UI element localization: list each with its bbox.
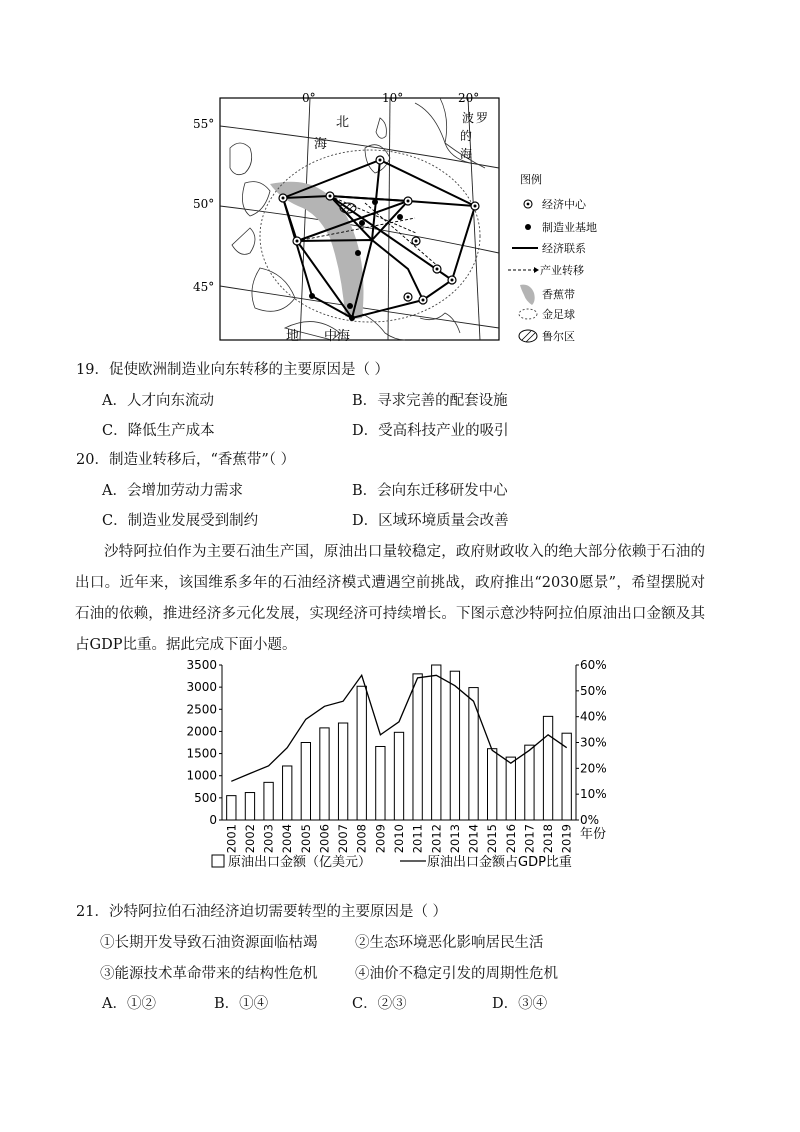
- legend-industry-transfer: 产业转移: [540, 264, 584, 277]
- reading-passage: 沙特阿拉伯作为主要石油生产国，原油出口量较稳定，政府财政收入的绝大部分依赖于石油的出口。近年来，该国维系多年的石油经济模式遭遇空前挑战，政府推出“2030愿景”，希望摆脱对石油的依赖，推进经济多元化发展，实现经济可持续增长。下图示意沙特阿拉伯原油出口金额及其占GDP比重。据此完成下面小题。: [75, 544, 705, 653]
- x-tick-label-2019: 2019: [559, 824, 574, 854]
- lat-label-50: 50°: [193, 197, 215, 211]
- left-tick-label: 1500: [186, 746, 217, 761]
- q19-option-b[interactable]: B．寻求完善的配套设施: [352, 393, 508, 409]
- bar-2006: [320, 728, 329, 820]
- x-tick-label-2015: 2015: [485, 824, 500, 854]
- x-tick-label-2010: 2010: [392, 824, 406, 854]
- lon-label-0: 0°: [302, 91, 316, 105]
- x-tick-label-2018: 2018: [541, 824, 556, 854]
- right-tick-label: 10%: [580, 787, 607, 802]
- legend-bar-label: 原油出口金额（亿美元）: [228, 855, 372, 870]
- bar-2014: [469, 688, 478, 820]
- right-tick-label: 20%: [580, 761, 607, 776]
- left-tick-label: 3000: [186, 680, 217, 695]
- place-sea: 海: [314, 137, 328, 152]
- bar-2012: [432, 665, 441, 820]
- q19-option-a[interactable]: A．人才向东流动: [102, 393, 214, 409]
- bar-2002: [245, 793, 254, 820]
- legend-economic-link: 经济联系: [542, 242, 586, 255]
- x-tick-label-2004: 2004: [280, 824, 295, 854]
- bar-2013: [450, 671, 459, 820]
- right-tick-label: 30%: [580, 735, 607, 750]
- bar-2017: [525, 745, 534, 820]
- right-tick-label: 50%: [580, 683, 607, 698]
- x-tick-label-2017: 2017: [522, 824, 537, 854]
- left-tick-label: 500: [194, 790, 217, 805]
- q21-option-c[interactable]: C．②③: [352, 996, 407, 1012]
- map-legend: [508, 172, 597, 343]
- place-baltic-2: 罗: [476, 111, 489, 125]
- place-baltic-3: 的: [460, 129, 473, 143]
- x-tick-label-2009: 2009: [373, 824, 388, 854]
- x-tick-label-2005: 2005: [298, 824, 313, 854]
- europe-map-figure: [190, 88, 630, 350]
- place-baltic-1: 波: [462, 111, 475, 125]
- q21-option-d[interactable]: D．③④: [492, 996, 548, 1012]
- q21-item-2: ②生态环境恶化影响居民生活: [355, 935, 544, 951]
- q19-option-c[interactable]: C．降低生产成本: [102, 423, 215, 439]
- place-baltic-4: 海: [460, 147, 473, 161]
- right-tick-label: 60%: [580, 658, 607, 672]
- x-tick-label-2011: 2011: [410, 824, 425, 854]
- bar-2011: [413, 674, 422, 820]
- x-tick-label-2016: 2016: [503, 824, 518, 854]
- x-tick-label-2002: 2002: [242, 824, 257, 854]
- bar-2015: [488, 749, 497, 820]
- golden-ball-zone: [260, 150, 480, 322]
- bar-2009: [376, 746, 385, 820]
- x-tick-label-2007: 2007: [336, 824, 351, 854]
- q21-item-1: ①长期开发导致石油资源面临枯竭: [100, 935, 318, 951]
- bar-2001: [227, 796, 236, 820]
- bar-2007: [338, 723, 347, 820]
- right-tick-label: 40%: [580, 709, 607, 724]
- x-tick-label-2008: 2008: [354, 824, 369, 854]
- bar-2018: [543, 716, 552, 820]
- q19-option-d[interactable]: D．受高科技产业的吸引: [352, 423, 509, 439]
- lon-label-20: 20°: [458, 91, 480, 105]
- legend-line-label: 原油出口金额占GDP比重: [427, 855, 572, 870]
- legend-golden-ball: 金足球: [542, 308, 575, 321]
- q20-stem: 20．制造业转移后，“香蕉带”（ ）: [76, 452, 296, 468]
- lon-label-10: 10°: [382, 91, 404, 105]
- place-north: 北: [336, 115, 350, 130]
- bar-2016: [506, 757, 515, 820]
- q21-item-3: ③能源技术革命带来的结构性危机: [100, 966, 318, 982]
- q21-stem: 21．沙特阿拉伯石油经济迫切需要转型的主要原因是（ ）: [76, 904, 448, 920]
- place-med-2: 中海: [324, 329, 351, 344]
- legend-title: 图例: [520, 173, 542, 186]
- q20-option-b[interactable]: B．会向东迁移研发中心: [352, 483, 508, 499]
- q21-item-4: ④油价不稳定引发的周期性危机: [355, 966, 558, 982]
- left-tick-label: 2500: [186, 702, 217, 717]
- place-med-1: 地: [286, 329, 300, 344]
- left-tick-label: 0: [209, 813, 217, 827]
- legend-manufacturing-base: 制造业基地: [542, 221, 597, 234]
- q20-option-d[interactable]: D．区域环境质量会改善: [352, 513, 509, 529]
- bar-2008: [357, 686, 366, 820]
- legend-ruhr: 鲁尔区: [542, 330, 575, 343]
- q21-option-b[interactable]: B．①④: [214, 996, 269, 1012]
- legend-banana-belt: 香蕉带: [542, 288, 575, 301]
- bar-2005: [301, 743, 310, 821]
- left-tick-label: 2000: [186, 724, 217, 739]
- q20-option-a[interactable]: A．会增加劳动力需求: [102, 483, 243, 499]
- right-tick-label: 0%: [580, 813, 600, 827]
- x-tick-label-2013: 2013: [447, 824, 462, 854]
- bar-2003: [264, 782, 273, 820]
- q19-stem: 19．促使欧洲制造业向东转移的主要原因是（ ）: [76, 362, 390, 378]
- legend-bar-swatch: [212, 855, 224, 867]
- x-axis-label: 年份: [580, 827, 607, 842]
- left-tick-label: 3500: [186, 658, 217, 672]
- x-tick-label-2006: 2006: [317, 824, 332, 854]
- bar-2010: [394, 732, 403, 820]
- bar-2004: [283, 766, 292, 820]
- legend-economic-center: 经济中心: [542, 198, 586, 211]
- bar-2019: [562, 733, 571, 820]
- x-tick-label-2012: 2012: [429, 824, 444, 854]
- x-tick-label-2014: 2014: [466, 824, 481, 854]
- left-tick-label: 1000: [186, 768, 217, 783]
- x-tick-label-2003: 2003: [261, 824, 276, 854]
- lat-label-45: 45°: [193, 280, 215, 294]
- q20-option-c[interactable]: C．制造业发展受到制约: [102, 513, 259, 529]
- x-tick-label-2001: 2001: [224, 824, 239, 854]
- lat-label-55: 55°: [193, 117, 215, 131]
- oil-export-chart: [186, 655, 610, 875]
- q21-option-a[interactable]: A．①②: [102, 996, 156, 1012]
